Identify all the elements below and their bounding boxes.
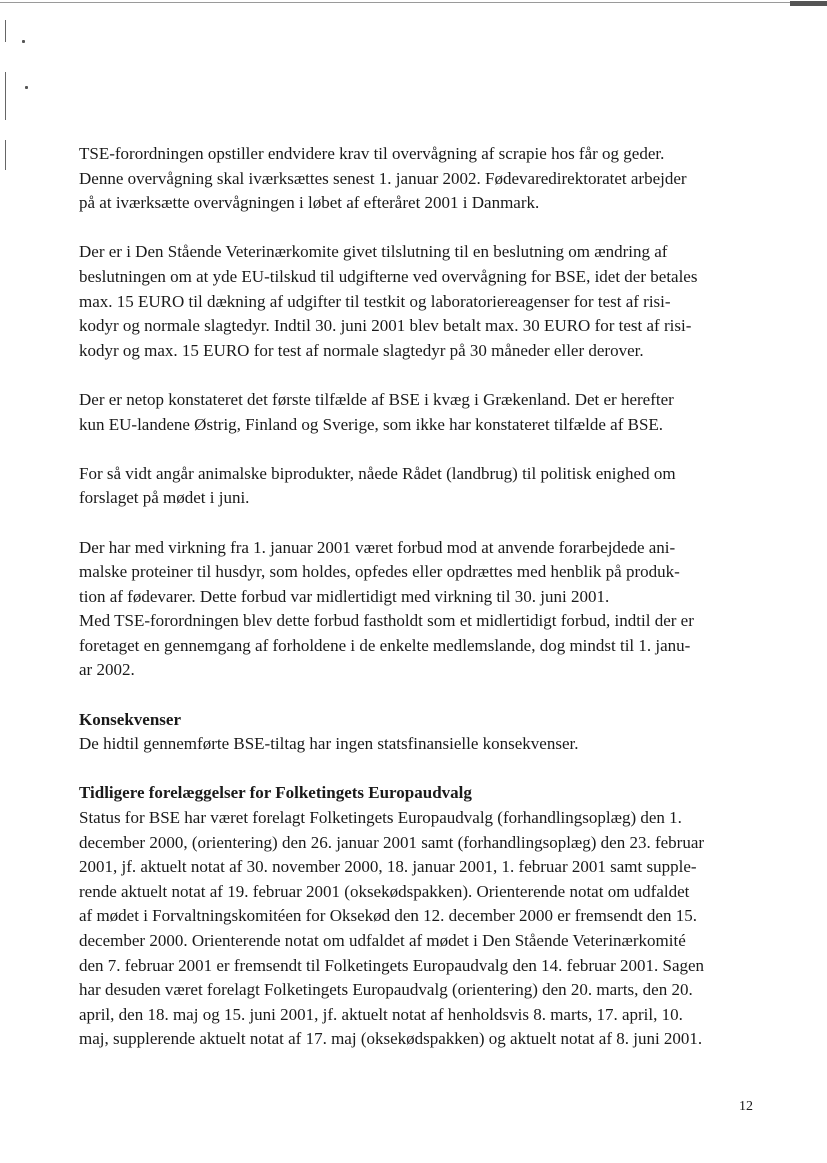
text-line: 2001, jf. aktuelt notat af 30. november 2000, 18. januar 2001, 1. februar 2001 samt supple- — [79, 857, 697, 877]
text-line: max. 15 EURO til dækning af udgifter til testkit og laboratoriereagenser for test af risi- — [79, 291, 671, 311]
text-line: rende aktuelt notat af 19. februar 2001 (oksekødspakken). Orienterende notat om udfaldet — [79, 881, 690, 901]
text-line: december 2000, (orientering) den 26. januar 2001 samt (forhandlingsoplæg) den 23. februar — [79, 832, 705, 852]
text-line: tion af fødevarer. Dette forbud var midlertidigt med virkning til 30. juni 2001. — [79, 586, 610, 606]
text-line: Status for BSE har været forelagt Folketingets Europaudvalg (forhandlingsoplæg) den 1. — [79, 808, 682, 828]
text-line: Med TSE-forordningen blev dette forbud fastholdt som et midlertidigt forbud, indtil der er — [79, 611, 694, 631]
text-line: TSE-forordningen opstiller endvidere krav til overvågning af scrapie hos får og geder. — [79, 144, 665, 163]
text-line: ar 2002. — [79, 660, 135, 680]
scan-corner-mark — [790, 1, 827, 6]
paragraph-eu-subsidy — [79, 240, 769, 363]
text-line: april, den 18. maj og 15. juni 2001, jf. aktuelt notat af henholdsvis 8. marts, 17. april, 10. — [79, 1004, 683, 1024]
page-number: 12 — [739, 1099, 753, 1114]
scan-dust-speck — [25, 86, 28, 89]
scan-left-edge-mark — [5, 72, 6, 120]
scan-left-edge-mark — [5, 20, 6, 42]
text-line: kodyr og max. 15 EURO for test af normale slagtedyr på 30 måneder eller derover. — [79, 340, 644, 360]
text-line: maj, supplerende aktuelt notat af 17. maj (oksekødspakken) og aktuelt notat af 8. juni 2001. — [79, 1029, 703, 1049]
scan-top-edge — [0, 2, 827, 3]
paragraph-greece-case — [79, 388, 769, 437]
paragraph-animal-byproducts — [79, 462, 769, 511]
paragraph-feed-ban — [79, 536, 769, 684]
text-line: på at iværksætte overvågningen i løbet af efteråret 2001 i Danmark. — [79, 193, 540, 213]
text-line: af mødet i Forvaltningskomitéen for Oksekød den 12. december 2000 er fremsendt den 15. — [79, 906, 697, 926]
text-line: For så vidt angår animalske biprodukter, nåede Rådet (landbrug) til politisk enighed om — [79, 463, 676, 483]
text-line: Denne overvågning skal iværksættes senest 1. januar 2002. Fødevaredirektoratet arbejder — [79, 168, 687, 188]
section-heading: Konsekvenser — [79, 709, 181, 729]
page-body — [79, 142, 769, 1077]
text-line: kodyr og normale slagtedyr. Indtil 30. juni 2001 blev betalt max. 30 EURO for test af risi- — [79, 316, 692, 336]
scan-dust-speck — [22, 40, 25, 43]
section-heading: Tidligere forelæggelser for Folketingets Europaudvalg — [79, 783, 472, 803]
scan-left-edge-mark — [5, 140, 6, 170]
text-line: De hidtil gennemførte BSE-tiltag har ingen statsfinansielle konsekvenser. — [79, 734, 579, 754]
text-line: Der er i Den Stående Veterinærkomite givet tilslutning til en beslutning om ændring af — [79, 242, 668, 262]
section-consequences — [79, 708, 769, 757]
text-line: kun EU-landene Østrig, Finland og Sverige, som ikke har konstateret tilfælde af BSE. — [79, 414, 664, 434]
text-line: foretaget en gennemgang af forholdene i de enkelte medlemslande, dog mindst til 1. janu- — [79, 635, 691, 655]
text-line: december 2000. Orienterende notat om udfaldet af mødet i Den Stående Veterinærkomité — [79, 931, 686, 950]
text-line: har desuden været forelagt Folketingets Europaudvalg (orientering) den 20. marts, den 20. — [79, 980, 693, 1000]
text-line: forslaget på mødet i juni. — [79, 488, 250, 508]
text-line: Der har med virkning fra 1. januar 2001 været forbud mod at anvende forarbejdede ani- — [79, 537, 676, 557]
text-line: Der er netop konstateret det første tilfælde af BSE i kvæg i Grækenland. Det er herefter — [79, 389, 674, 409]
text-line: malske proteiner til husdyr, som holdes, opfedes eller opdrættes med henblik på produk- — [79, 562, 680, 582]
section-previous-submissions — [79, 781, 769, 1052]
paragraph-scrapie-monitoring — [79, 142, 769, 216]
text-line: den 7. februar 2001 er fremsendt til Folketingets Europaudvalg den 14. februar 2001. Sagen — [79, 955, 705, 975]
text-line: beslutningen om at yde EU-tilskud til udgifterne ved overvågning for BSE, idet der betales — [79, 266, 698, 286]
